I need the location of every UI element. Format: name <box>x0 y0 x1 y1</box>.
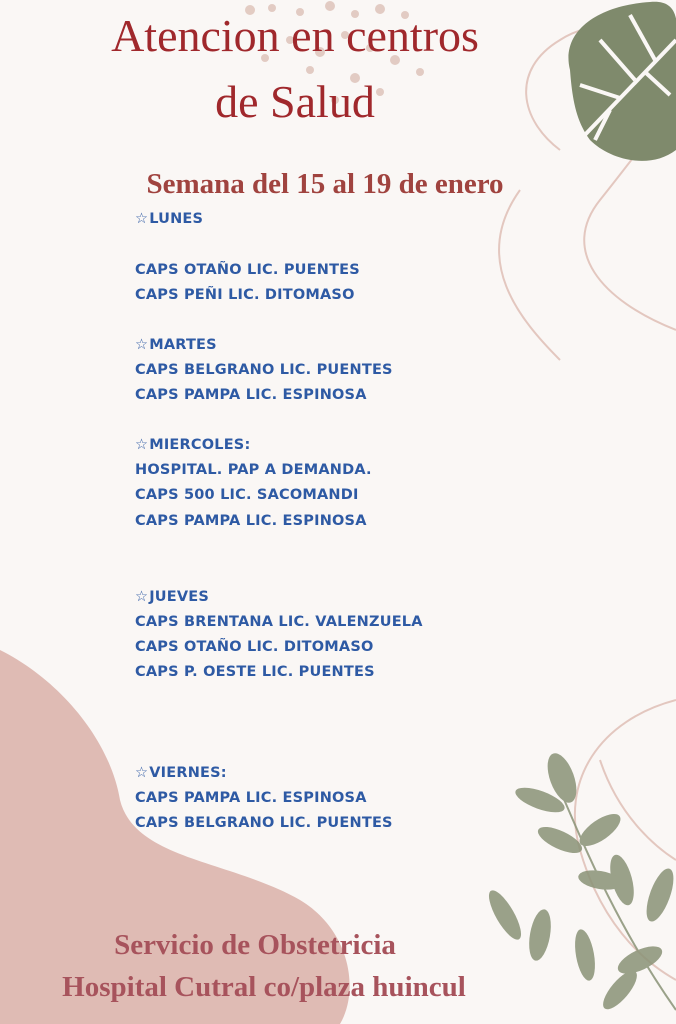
entry: CAPS BELGRANO LIC. PUENTES <box>135 362 393 378</box>
entry: CAPS BELGRANO LIC. PUENTES <box>135 815 393 831</box>
entry: CAPS PAMPA LIC. ESPINOSA <box>135 790 367 806</box>
entry: HOSPITAL. PAP A DEMANDA. <box>135 462 372 478</box>
day-martes <box>135 337 217 353</box>
entry: CAPS P. OESTE LIC. PUENTES <box>135 664 375 680</box>
entry: CAPS PAMPA LIC. ESPINOSA <box>135 513 367 529</box>
day-miercoles <box>135 437 250 453</box>
day-label: JUEVES <box>149 589 210 605</box>
week-subtitle: Semana del 15 al 19 de enero <box>146 168 504 200</box>
day-viernes <box>135 765 227 781</box>
day-label: VIERNES: <box>149 765 227 781</box>
footer-hospital: Hospital Cutral co/plaza huincul <box>62 971 466 1003</box>
day-label: LUNES <box>149 211 204 227</box>
entry: CAPS BRENTANA LIC. VALENZUELA <box>135 614 423 630</box>
entry: CAPS OTAÑO LIC. DITOMASO <box>135 639 374 655</box>
entry: CAPS PEÑI LIC. DITOMASO <box>135 287 355 303</box>
entry: CAPS 500 LIC. SACOMANDI <box>135 487 359 503</box>
poster-title-line2: de Salud <box>215 76 375 127</box>
day-jueves <box>135 589 209 605</box>
entry: CAPS OTAÑO LIC. PUENTES <box>135 262 360 278</box>
pink-blob <box>0 650 350 1024</box>
poster-title-line1: Atencion en centros <box>111 10 479 61</box>
entry: CAPS PAMPA LIC. ESPINOSA <box>135 387 367 403</box>
day-label: MIERCOLES: <box>149 437 251 453</box>
day-lunes <box>135 211 203 227</box>
footer-service: Servicio de Obstetricia <box>114 929 396 961</box>
day-label: MARTES <box>149 337 217 353</box>
